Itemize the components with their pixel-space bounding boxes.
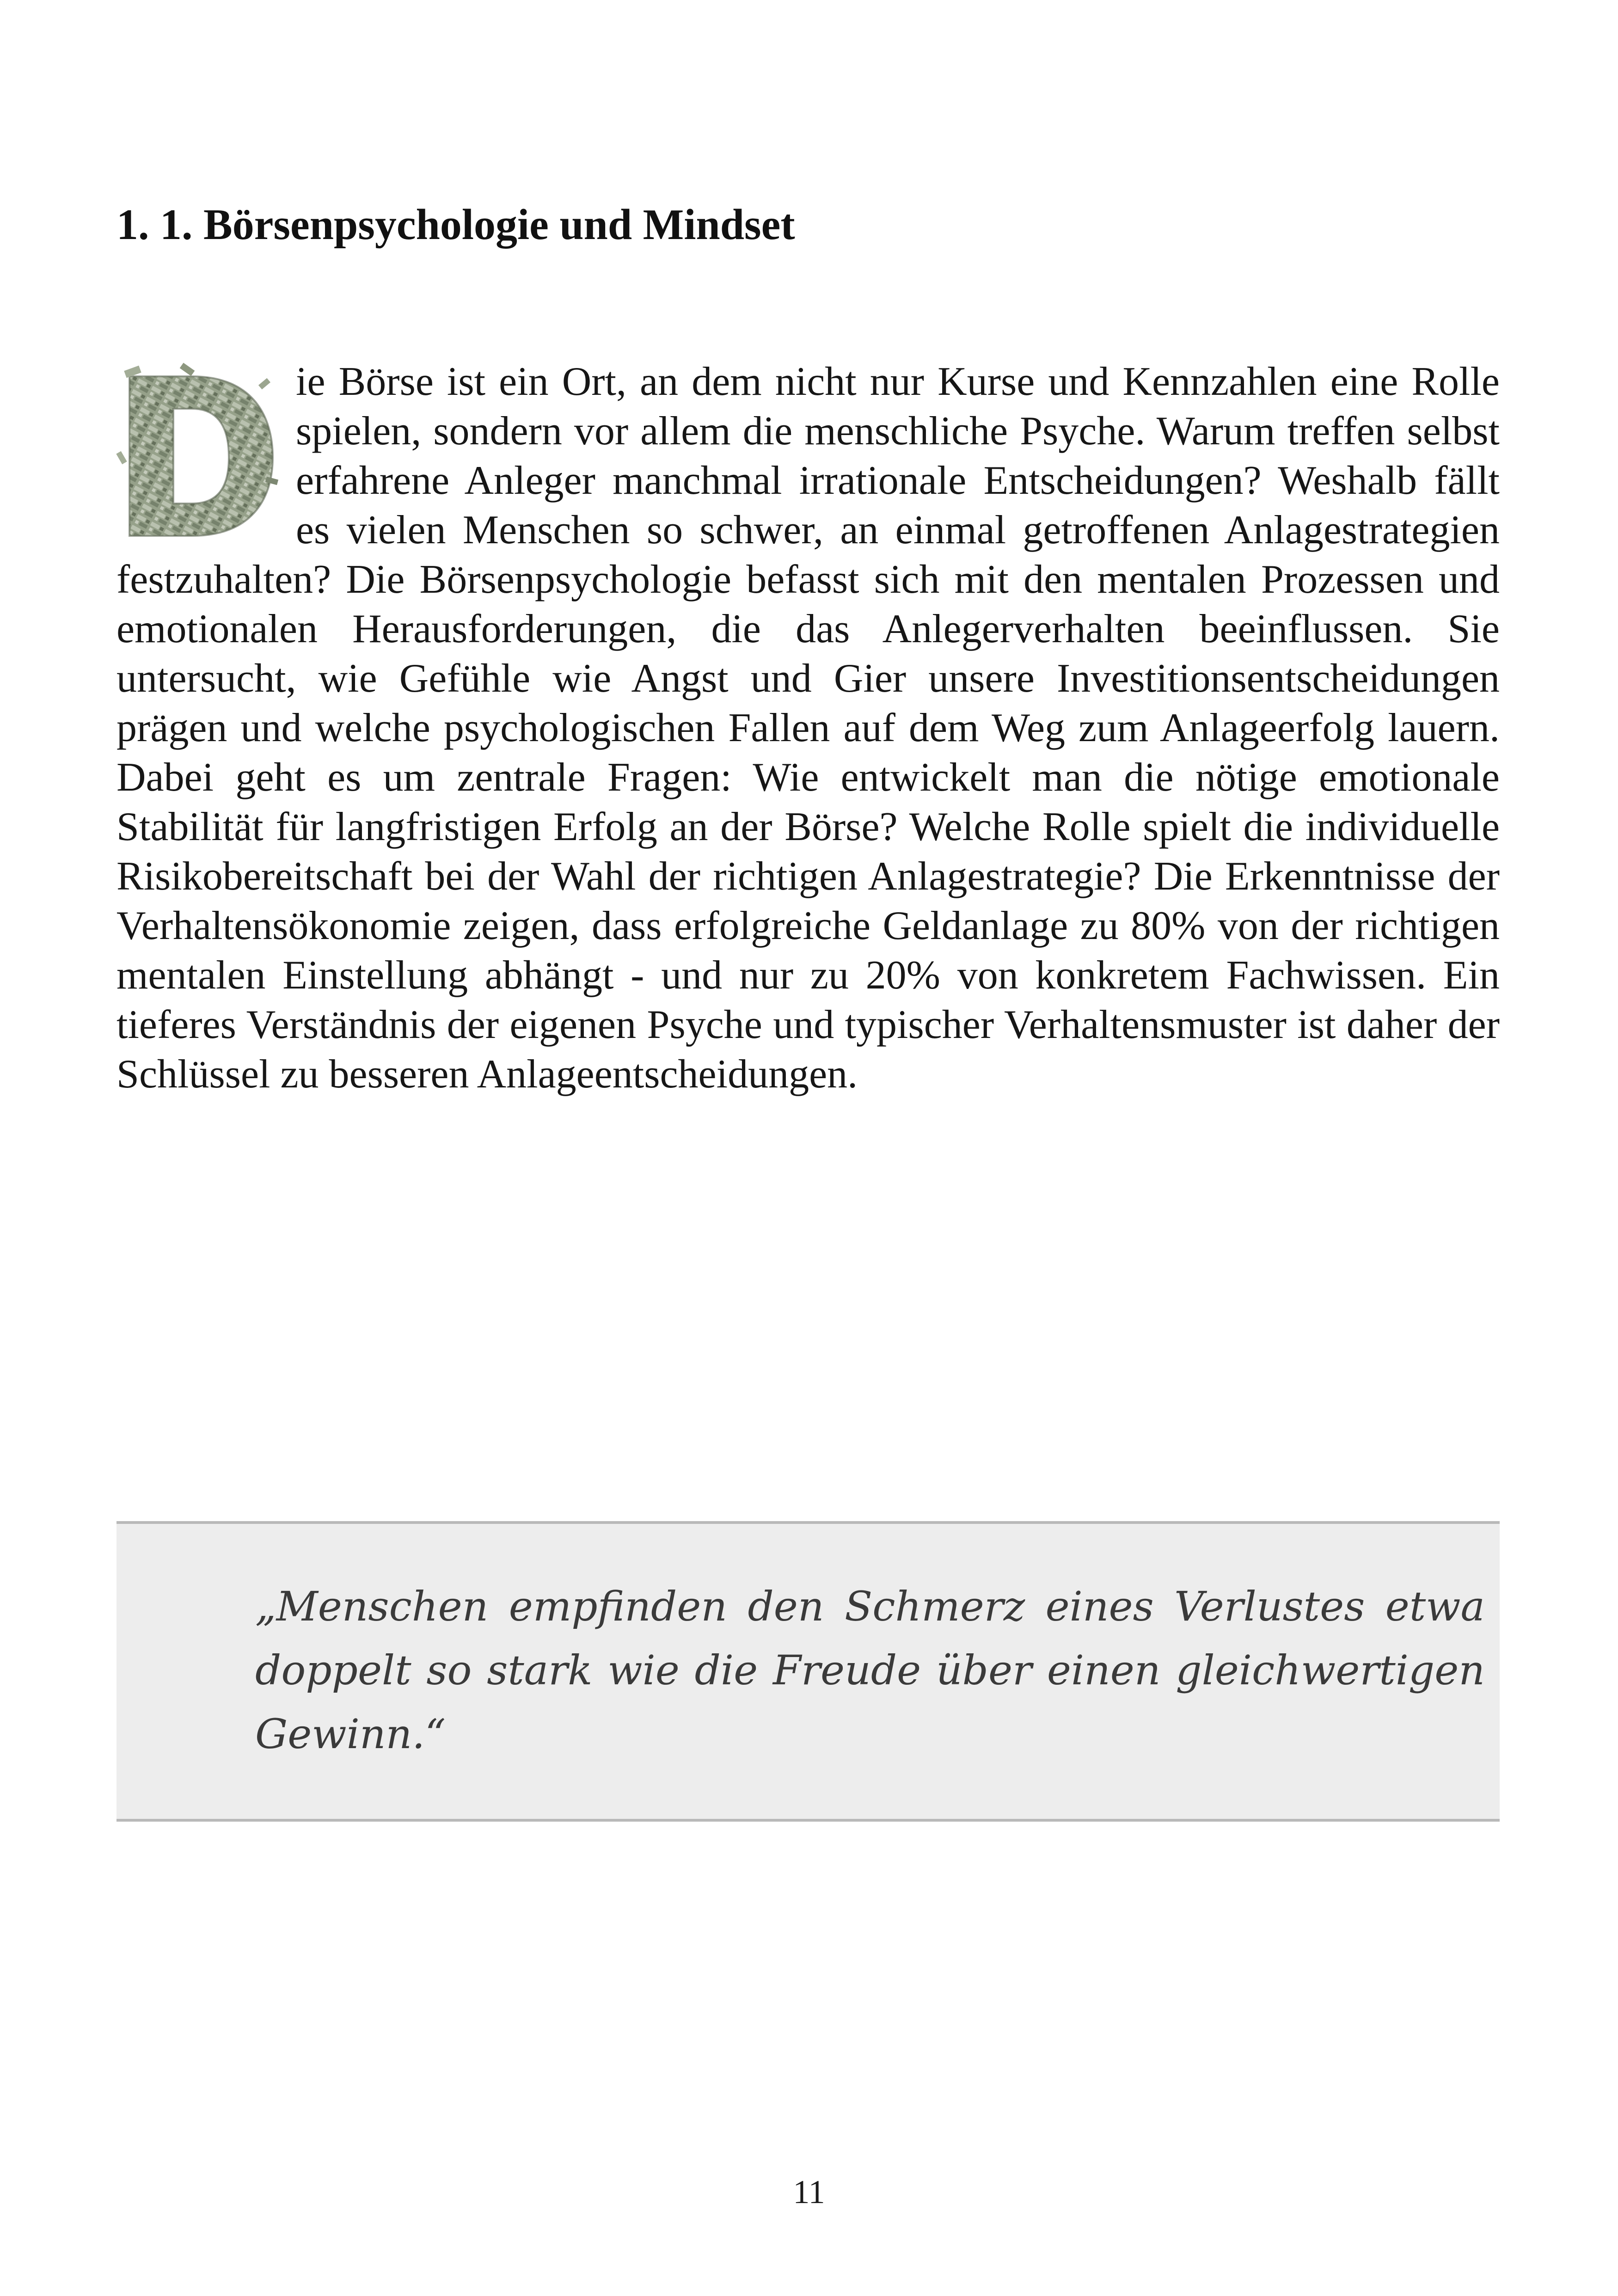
page-number: 11 (793, 2173, 825, 2210)
section-heading: 1. 1. Börsenpsychologie und Mindset (116, 201, 795, 249)
pull-quote-text: „Menschen empfinden den Schmerz eines Verlustes etwa doppelt so stark wie die Freude über einen gleichwertigen Gewinn.“ (255, 1583, 1485, 1758)
body-paragraph (116, 357, 1500, 1099)
dropcap-money-letter-d (111, 362, 282, 545)
body-text: ie Börse ist ein Ort, an dem nicht nur Kurse und Kennzahlen eine Rolle spielen, sondern vor allem die menschliche Psyche. Warum treffen selbst erfahrene Anleger manchmal irrationale Entscheidungen? Weshalb fällt es vielen Menschen so schwer, an einmal getroffenen Anlagestrategien festzuhalten? Die Börsenpsychologie befasst sich mit den mentalen Prozessen und emotionalen Herausforderungen, die das Anlegerverhalten beeinflussen. Sie untersucht, wie Gefühle wie Angst und Gier unsere Investitionsentscheidungen prägen und welche psychologischen Fallen auf dem Weg zum Anlageerfolg lauern. Dabei geht es um zentrale Fragen: Wie entwickelt man die nötige emotionale Stabilität für langfristigen Erfolg an der Börse? Welche Rolle spielt die individuelle Risikobereitschaft bei der Wahl der richtigen Anlagestrategie? Die Erkenntnisse der Verhaltensökonomie zeigen, dass erfolgreiche Geldanlage zu 80% von der richtigen mentalen Einstellung abhängt - und nur zu 20% von konkretem Fachwissen. Ein tieferes Verständnis der eigenen Psyche und typischer Verhaltensmuster ist daher der Schlüssel zu besseren Anlageentscheidungen. (116, 359, 1500, 1097)
pull-quote-box (116, 1521, 1500, 1822)
